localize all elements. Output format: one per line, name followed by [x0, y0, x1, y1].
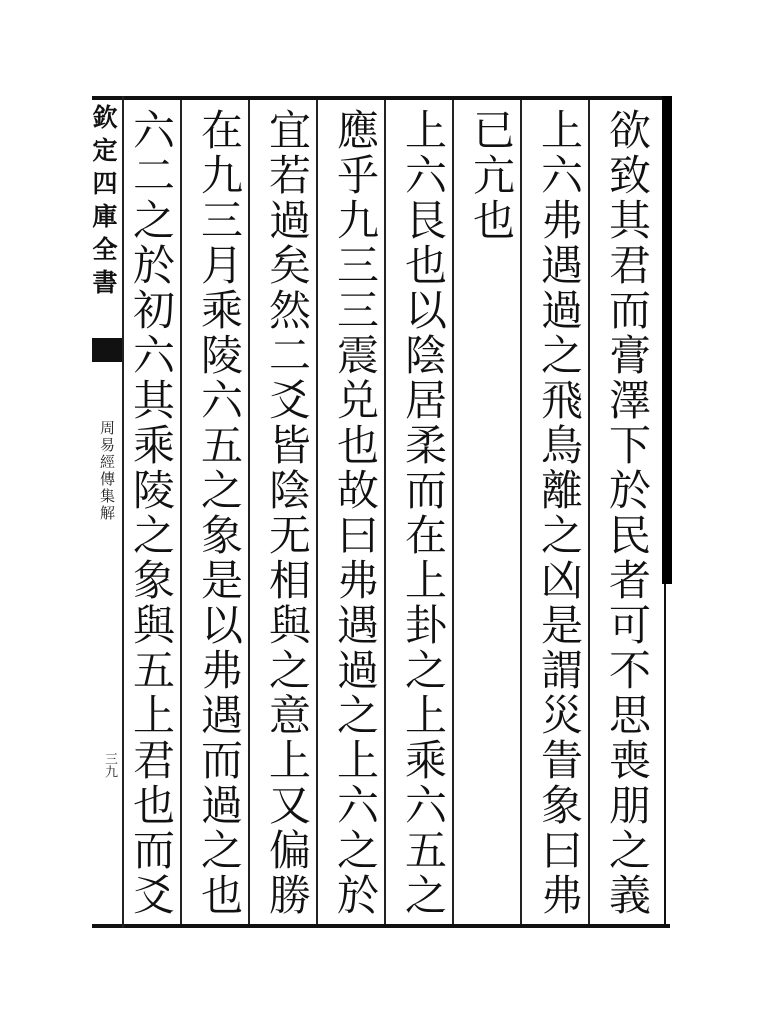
right-frame-line [664, 584, 666, 924]
text-column-2: 上六弗遇過之飛鳥離之凶是謂災眚象曰弗 [535, 108, 584, 918]
text-column-8: 六二之於初六其乘陵之象與五上君也而爻 [127, 108, 176, 918]
text-column-4: 上六艮也以陰居柔而在上卦之上乘六五之 [399, 108, 448, 918]
column-separator [588, 100, 590, 924]
book-series-title: 欽定四庫全書 [89, 104, 118, 302]
column-separator [248, 100, 250, 924]
page-number: 三九 [102, 752, 117, 778]
text-column-3: 已亢也 [467, 108, 516, 243]
text-column-7: 在九三月乘陵六五之象是以弗遇而過之也 [195, 108, 244, 918]
bottom-frame-line [92, 924, 670, 928]
text-column-5: 應乎九三三震兑也故曰弗遇過之上六之於 [331, 108, 380, 918]
column-separator [520, 100, 522, 924]
top-frame-line [92, 96, 670, 100]
text-column-6: 宜若過矣然二爻皆陰无相與之意上又偏勝 [263, 108, 312, 918]
text-column-1: 欲致其君而膏澤下於民者可不思喪朋之義 [603, 108, 652, 918]
column-separator [180, 100, 182, 924]
book-title: 周易經傳集解 [98, 420, 116, 522]
right-frame-bar [662, 96, 672, 584]
column-separator [384, 100, 386, 924]
column-separator [316, 100, 318, 924]
fishtail-mark [92, 338, 122, 362]
column-separator [452, 100, 454, 924]
